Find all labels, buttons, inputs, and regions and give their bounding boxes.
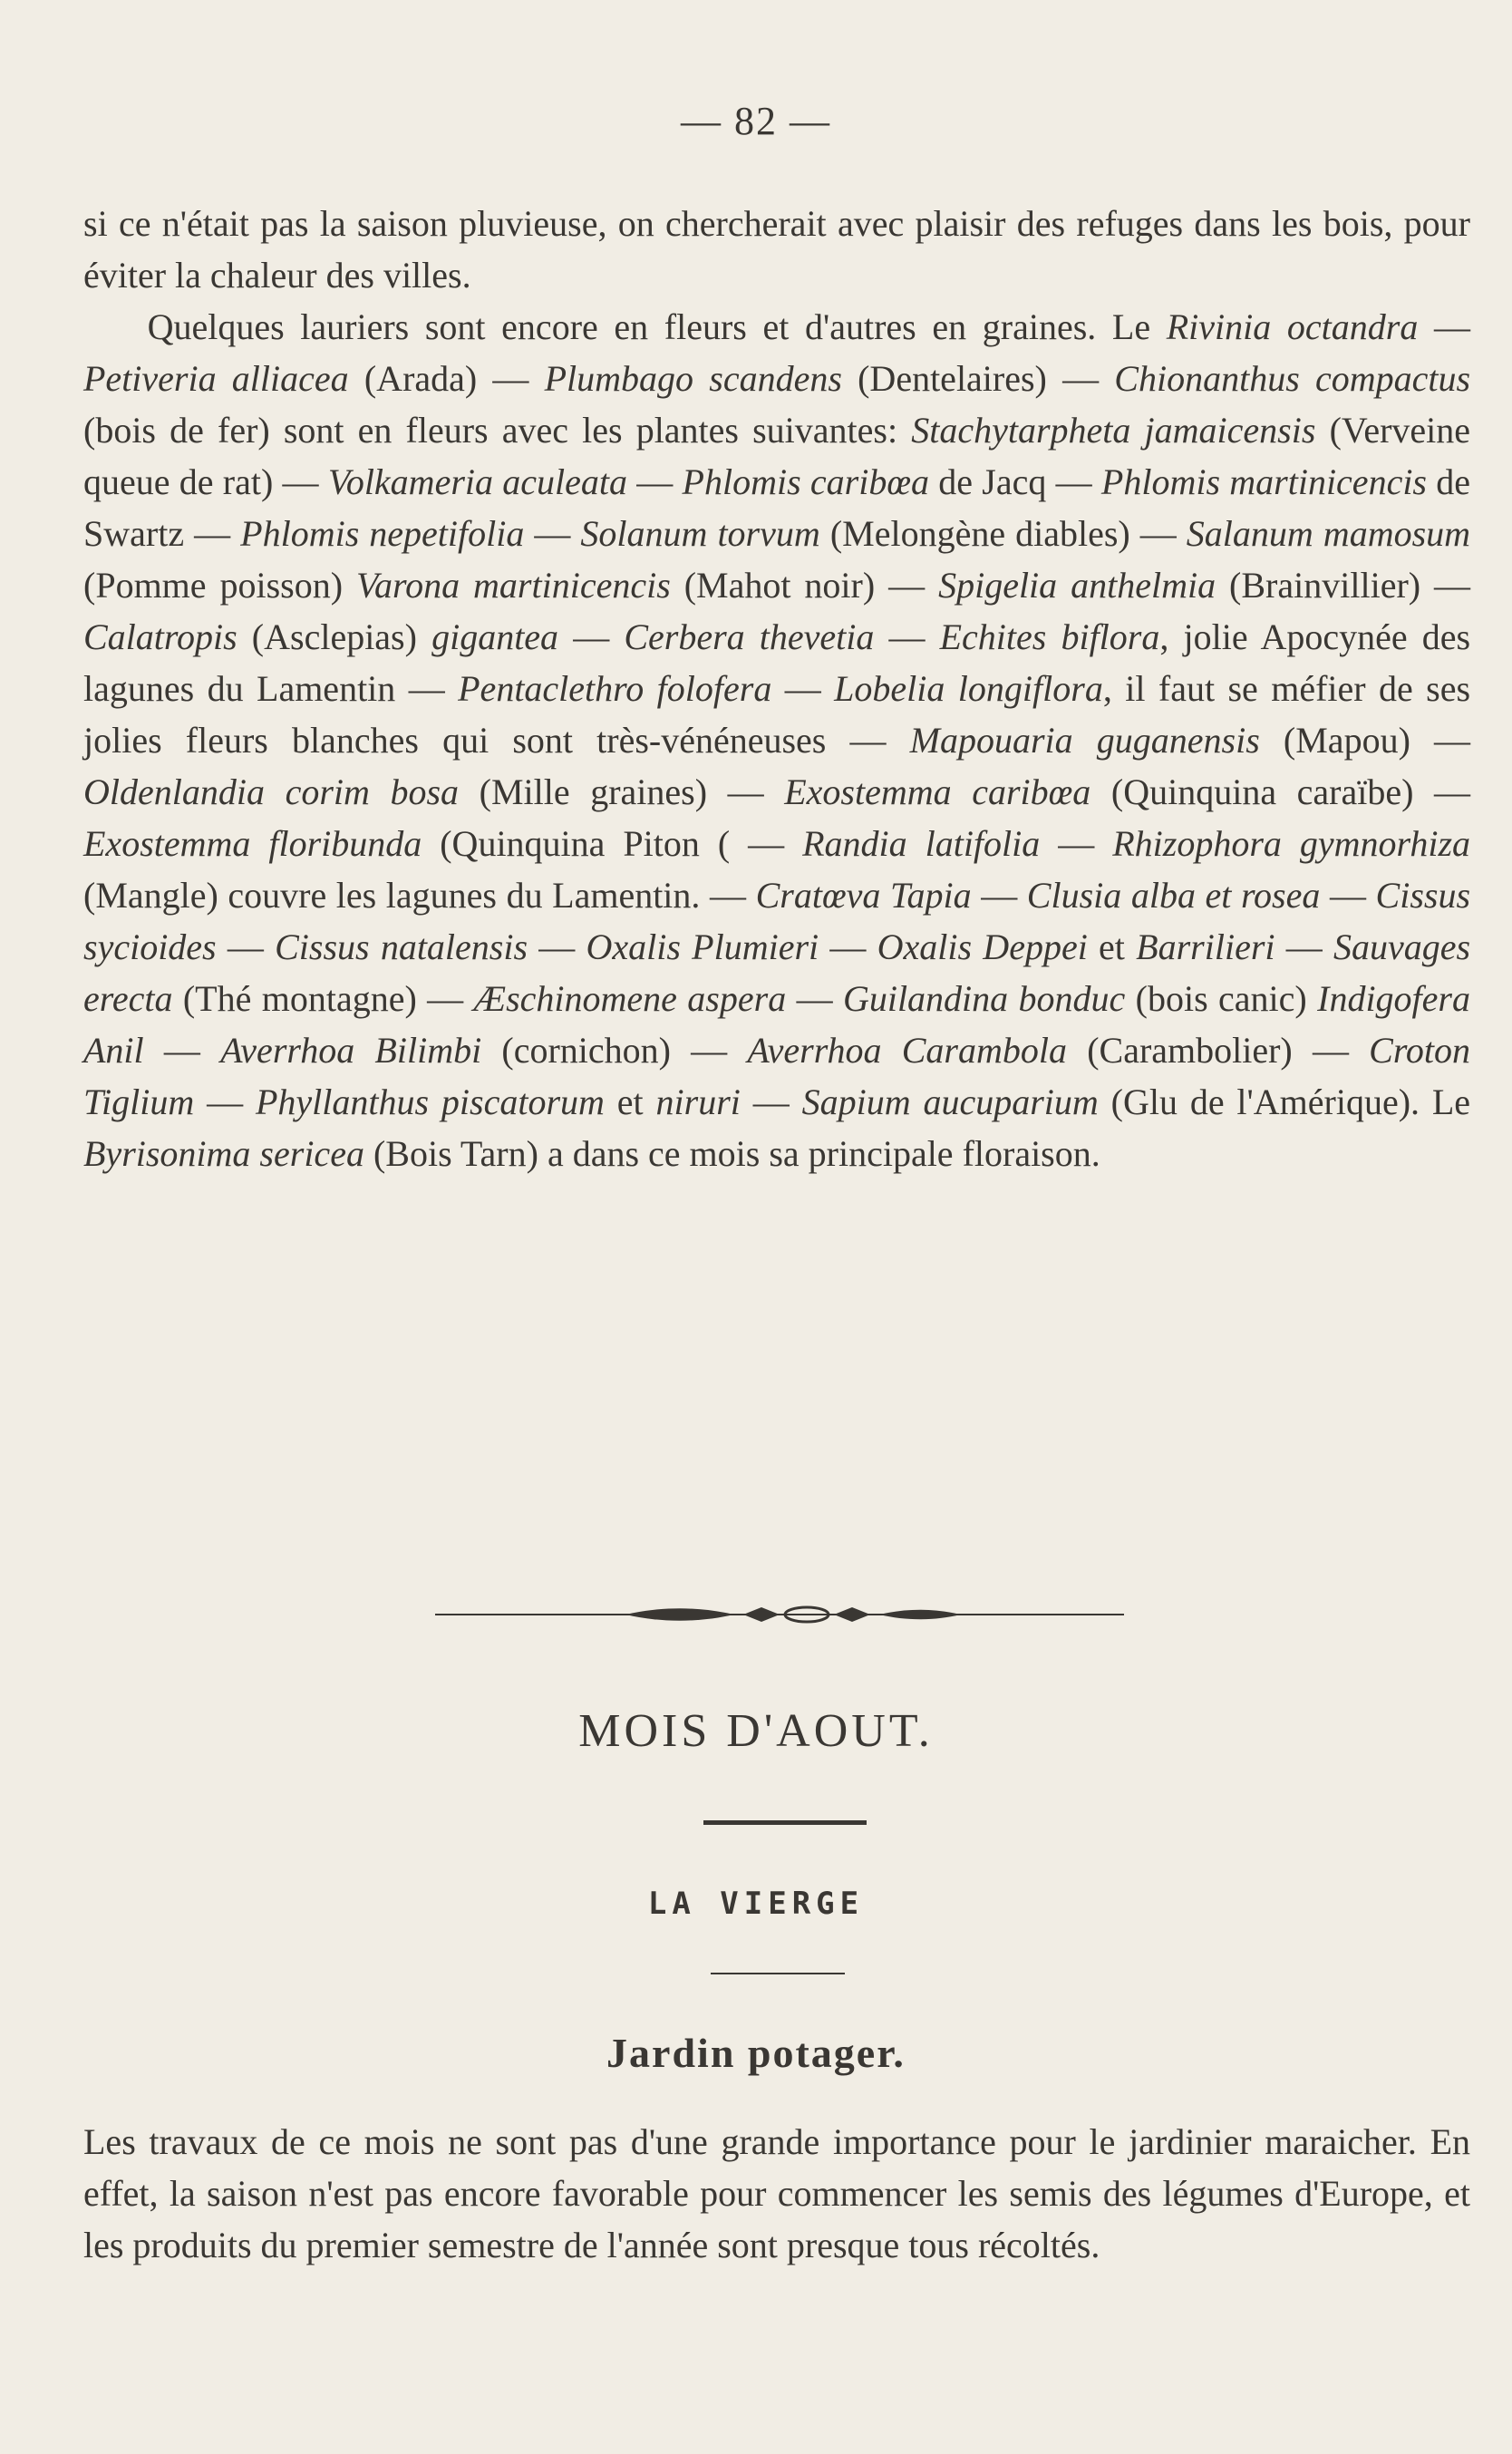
text-fragment: — bbox=[534, 513, 571, 554]
text-fragment: (Bois Tarn) a dans ce mois sa principale floraison. bbox=[373, 1133, 1100, 1174]
species-name: Sauvages erecta bbox=[83, 926, 1471, 1019]
species-name: Byrisonima sericea bbox=[83, 1133, 364, 1174]
text-fragment: (Glu de l'Amérique). Le bbox=[1110, 1082, 1471, 1122]
text-fragment: — bbox=[784, 668, 821, 709]
text-fragment: (Quinquina caraïbe) — bbox=[1110, 771, 1471, 812]
zodiac-heading: LA VIERGE bbox=[647, 1886, 865, 1922]
text-fragment: (Mille graines) — bbox=[479, 771, 764, 812]
species-name: Volkameria aculeata bbox=[327, 461, 627, 502]
species-name: Barrilieri bbox=[1136, 926, 1275, 967]
text-line: Quelques lauriers sont encore en fleurs et d'autres en graines. Le bbox=[147, 306, 1151, 347]
ornament-divider bbox=[435, 1605, 1124, 1625]
text-fragment: (Dentelaires) — bbox=[858, 358, 1100, 399]
species-name: Phlomis martinicencis bbox=[1100, 461, 1427, 502]
species-name: Lobelia longiflora bbox=[834, 668, 1103, 709]
species-name: Chionanthus compactus bbox=[1114, 358, 1471, 399]
text-fragment: (bois canic) bbox=[1135, 978, 1307, 1019]
text-fragment: (Quinquina Piton ( — bbox=[440, 823, 785, 864]
species-name: Exostemma caribœa bbox=[784, 771, 1091, 812]
text-fragment: , il faut se méfier de ses jolies fleurs blanches qui sont très-vénéneuses — bbox=[83, 668, 1471, 761]
text-fragment: (cornichon) — bbox=[501, 1030, 728, 1071]
text-fragment: — bbox=[636, 461, 674, 502]
text-fragment: et bbox=[616, 1082, 644, 1122]
species-name: Oxalis Plumieri bbox=[586, 926, 819, 967]
title-underline bbox=[703, 1820, 867, 1825]
text-fragment: — bbox=[1058, 823, 1095, 864]
text-fragment: — bbox=[888, 616, 926, 657]
species-name: niruri bbox=[655, 1082, 741, 1122]
species-name: Cratœva Tapia bbox=[755, 875, 972, 916]
species-name: Exostemma floribunda bbox=[83, 823, 422, 864]
species-name: Averrhoa Carambola bbox=[747, 1030, 1067, 1071]
zodiac-underline bbox=[711, 1973, 845, 1974]
species-name: Petiveria alliacea bbox=[83, 358, 349, 399]
species-name: Varona martinicencis bbox=[356, 565, 671, 606]
text-fragment: — bbox=[573, 616, 610, 657]
species-name: gigantea bbox=[431, 616, 559, 657]
text-fragment: — bbox=[796, 978, 833, 1019]
page-number: — 82 — bbox=[681, 99, 831, 143]
species-name: Guilandina bonduc bbox=[842, 978, 1126, 1019]
text-fragment: (Thé montagne) — bbox=[182, 978, 464, 1019]
subsection-heading: Jardin potager. bbox=[606, 2030, 906, 2076]
text-line: si ce n'était pas la saison pluvieuse, on chercherait avec plaisir des refuges dans les bois, pour éviter la chaleur des villes. bbox=[83, 203, 1470, 296]
species-name: Echites biflora bbox=[939, 616, 1160, 657]
text-fragment: (Asclepias) bbox=[251, 616, 417, 657]
text-fragment: — bbox=[829, 926, 867, 967]
species-name: Pentaclethro folofera bbox=[458, 668, 772, 709]
text-fragment: , jolie Apocynée des lagunes du Lamentin — bbox=[83, 616, 1471, 709]
text-fragment: (Brainvillier) — bbox=[1229, 565, 1471, 606]
text-fragment: (Mangle) couvre les lagunes du Lamentin. — bbox=[83, 875, 746, 916]
species-name: Rhizophora gymnorhiza bbox=[1112, 823, 1471, 864]
species-name: Averrhoa Bilimbi bbox=[220, 1030, 482, 1071]
species-name: Oxalis Deppei bbox=[877, 926, 1088, 967]
species-name: Cissus natalensis bbox=[275, 926, 528, 967]
species-name: Cerbera thevetia bbox=[624, 616, 875, 657]
text-fragment: — bbox=[1285, 926, 1323, 967]
text-fragment: — bbox=[227, 926, 264, 967]
text-fragment: (bois de fer) sont en fleurs avec les plantes suivantes: bbox=[83, 410, 898, 451]
species-name: Rivinia octandra bbox=[1166, 306, 1419, 347]
text-fragment: (Mahot noir) — bbox=[683, 565, 926, 606]
text-fragment: de Swartz — bbox=[83, 461, 1471, 554]
text-fragment: — bbox=[981, 875, 1018, 916]
body-text-block: si ce n'était pas la saison pluvieuse, on chercherait avec plaisir des refuges dans les bois, pour éviter la chaleur des villes. Quelques lauriers sont encore en fleurs et d'autres en graines. Le Rivinia octandra — Petiveria alliacea (Arada) — Plumbago scandens (Dentelaires) — Chionanthus compactus (bois de fer) sont en fleurs avec les plantes suivantes: Stachytarpheta jamaicensis (Verveine queue de rat) — Volkameria aculeata — Phlomis caribœa de Jacq — Phlomis martinicencis de Swartz — Phlomis nepetifolia — Solanum torvum (Melongène diables) — Salanum mamosum (Pomme poisson) Varona martinicencis (Mahot noir) — Spigelia anthelmia (Brainvillier) — Calatropis (Asclepias) gigantea — Cerbera thevetia — Echites biflora, jolie Apocynée des lagunes du Lamentin — Pentaclethro folofera — Lobelia longiflora, il faut se méfier de ses jolies fleurs blanches qui sont très-vénéneuses — Mapouaria guganensis (Mapou) — Oldenlandia corim bosa (Mille graines) — Exostemma caribœa (Quinquina caraïbe) — Exostemma floribunda (Quinquina Piton ( — Randia latifolia — Rhizophora gymnorhiza (Mangle) couvre les lagunes du Lamentin. — Cratœva Tapia — Clusia alba et rosea — Cissus sycioides — Cissus natalensis — Oxalis Plumieri — Oxalis Deppei et Barrilieri — Sauvages erecta (Thé montagne) — Æschinomene aspera — Guilandina bonduc (bois canic) Indigofera Anil — Averrhoa Bilimbi (cornichon) — Averrhoa Carambola (Carambolier) — Croton Tiglium — Phyllanthus piscatorum et niruri — Sapium aucuparium (Glu de l'Amérique). Le Byrisonima sericea (Bois Tarn) a dans ce mois sa principale floraison. bbox=[83, 203, 1471, 1174]
text-fragment: — bbox=[207, 1082, 244, 1122]
species-name: Cissus sycioides bbox=[83, 875, 1471, 967]
text-fragment: (Carambolier) — bbox=[1087, 1030, 1349, 1071]
species-name: Mapouaria guganensis bbox=[909, 720, 1260, 761]
text-fragment: — bbox=[163, 1030, 200, 1071]
species-name: Indigofera Anil bbox=[83, 978, 1470, 1071]
paragraph: Les travaux de ce mois ne sont pas d'une grande importance pour le jardinier maraicher. En effet, la saison n'est pas encore favorable pour commencer les semis des légumes d'Europe, et les produits du premier semestre de l'année sont presque tous récoltés. bbox=[83, 2121, 1470, 2265]
species-name: Salanum mamosum bbox=[1186, 513, 1471, 554]
text-fragment: et bbox=[1099, 926, 1125, 967]
text-fragment: (Melongène diables) — bbox=[829, 513, 1177, 554]
species-name: Spigelia anthelmia bbox=[938, 565, 1216, 606]
species-name: Sapium aucuparium bbox=[801, 1082, 1099, 1122]
text-fragment: — bbox=[1329, 875, 1366, 916]
species-name: Oldenlandia corim bosa bbox=[83, 771, 460, 812]
species-name: Calatropis bbox=[83, 616, 237, 657]
text-fragment: (Pomme poisson) bbox=[83, 565, 344, 606]
text-fragment: — bbox=[752, 1082, 790, 1122]
text-fragment: de Jacq — bbox=[938, 461, 1092, 502]
species-name: Phlomis caribœa bbox=[682, 461, 930, 502]
text-fragment: (Mapou) — bbox=[1283, 720, 1471, 761]
species-name: Randia latifolia bbox=[802, 823, 1041, 864]
species-name: Phlomis nepetifolia bbox=[240, 513, 525, 554]
species-name: Æschinomene aspera bbox=[473, 978, 787, 1019]
text-fragment: (Arada) — bbox=[363, 358, 529, 399]
section-title: MOIS D'AOUT. bbox=[578, 1705, 934, 1757]
text-fragment: — bbox=[538, 926, 576, 967]
species-name: Plumbago scandens bbox=[544, 358, 842, 399]
species-name: Stachytarpheta jamaicensis bbox=[911, 410, 1316, 451]
species-name: Phyllanthus piscatorum bbox=[255, 1082, 605, 1122]
species-name: Croton Tiglium bbox=[83, 1030, 1471, 1122]
species-name: Clusia alba et rosea bbox=[1026, 875, 1321, 916]
species-name: Solanum torvum bbox=[580, 513, 820, 554]
text-fragment: (Verveine queue de rat) — bbox=[83, 410, 1471, 502]
